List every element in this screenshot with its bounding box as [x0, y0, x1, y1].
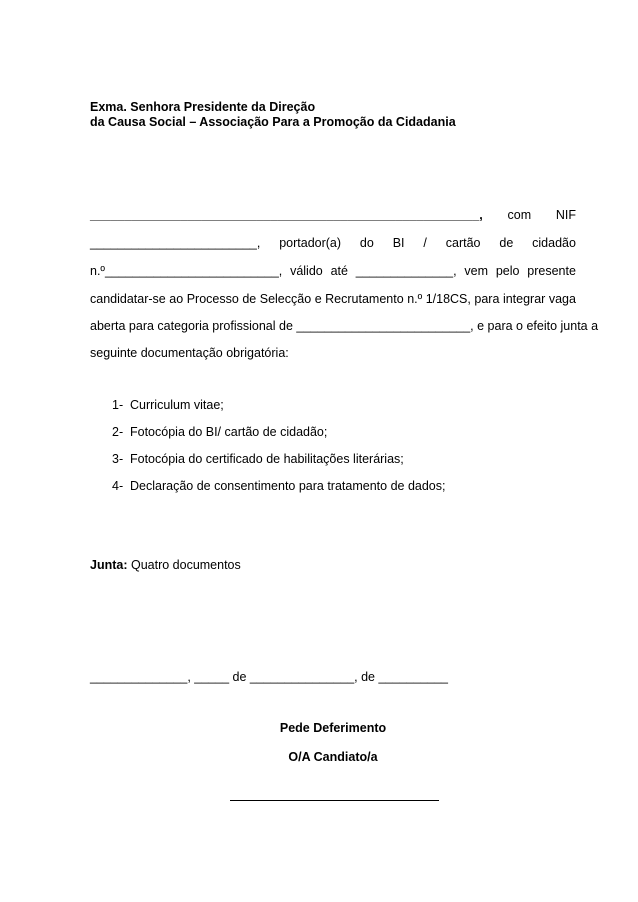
attachments-value: Quatro documentos — [127, 558, 241, 572]
body-line-5: aberta para categoria profissional de _________________________, e para o efeito junta a — [90, 319, 599, 333]
attachments-label: Junta: — [90, 558, 128, 572]
nif-blank: ________________________, — [90, 236, 261, 250]
body-line-6: seguinte documentação obrigatória: — [90, 346, 289, 360]
addressee-line-2: da Causa Social – Associação Para a Promoção da Cidadania — [90, 115, 456, 129]
addressee-block — [90, 100, 456, 130]
body-line-3: n.º_________________________, válido até ______________, vem pelo presente — [90, 264, 576, 278]
list-item: 4- Declaração de consentimento para tratamento de dados; — [112, 479, 446, 493]
signature-line — [230, 800, 439, 801]
id-number-blank: n.º_________________________, — [90, 264, 283, 278]
date-line: ______________, _____ de _______________, de __________ — [90, 670, 449, 684]
validity-date-blank: ______________, — [355, 264, 457, 278]
closing-signer: O/A Candiato/a — [288, 750, 378, 764]
body-line-2: ________________________, portador(a) do BI / cartão de cidadão — [90, 236, 576, 250]
body-line-1: ________________________________________________________, com NIF — [90, 208, 576, 222]
list-item: 3- Fotocópia do certificado de habilitações literárias; — [112, 452, 404, 466]
list-item: 2- Fotocópia do BI/ cartão de cidadão; — [112, 425, 328, 439]
addressee-line-1: Exma. Senhora Presidente da Direção — [90, 100, 316, 114]
name-blank: ________________________________________________________, — [90, 208, 483, 222]
body-line-4: candidatar-se ao Processo de Selecção e Recrutamento n.º 1/18CS, para integrar vaga — [90, 292, 576, 306]
attachments-line — [90, 558, 241, 572]
closing-request: Pede Deferimento — [279, 721, 387, 735]
list-item: 1- Curriculum vitae; — [112, 398, 224, 412]
